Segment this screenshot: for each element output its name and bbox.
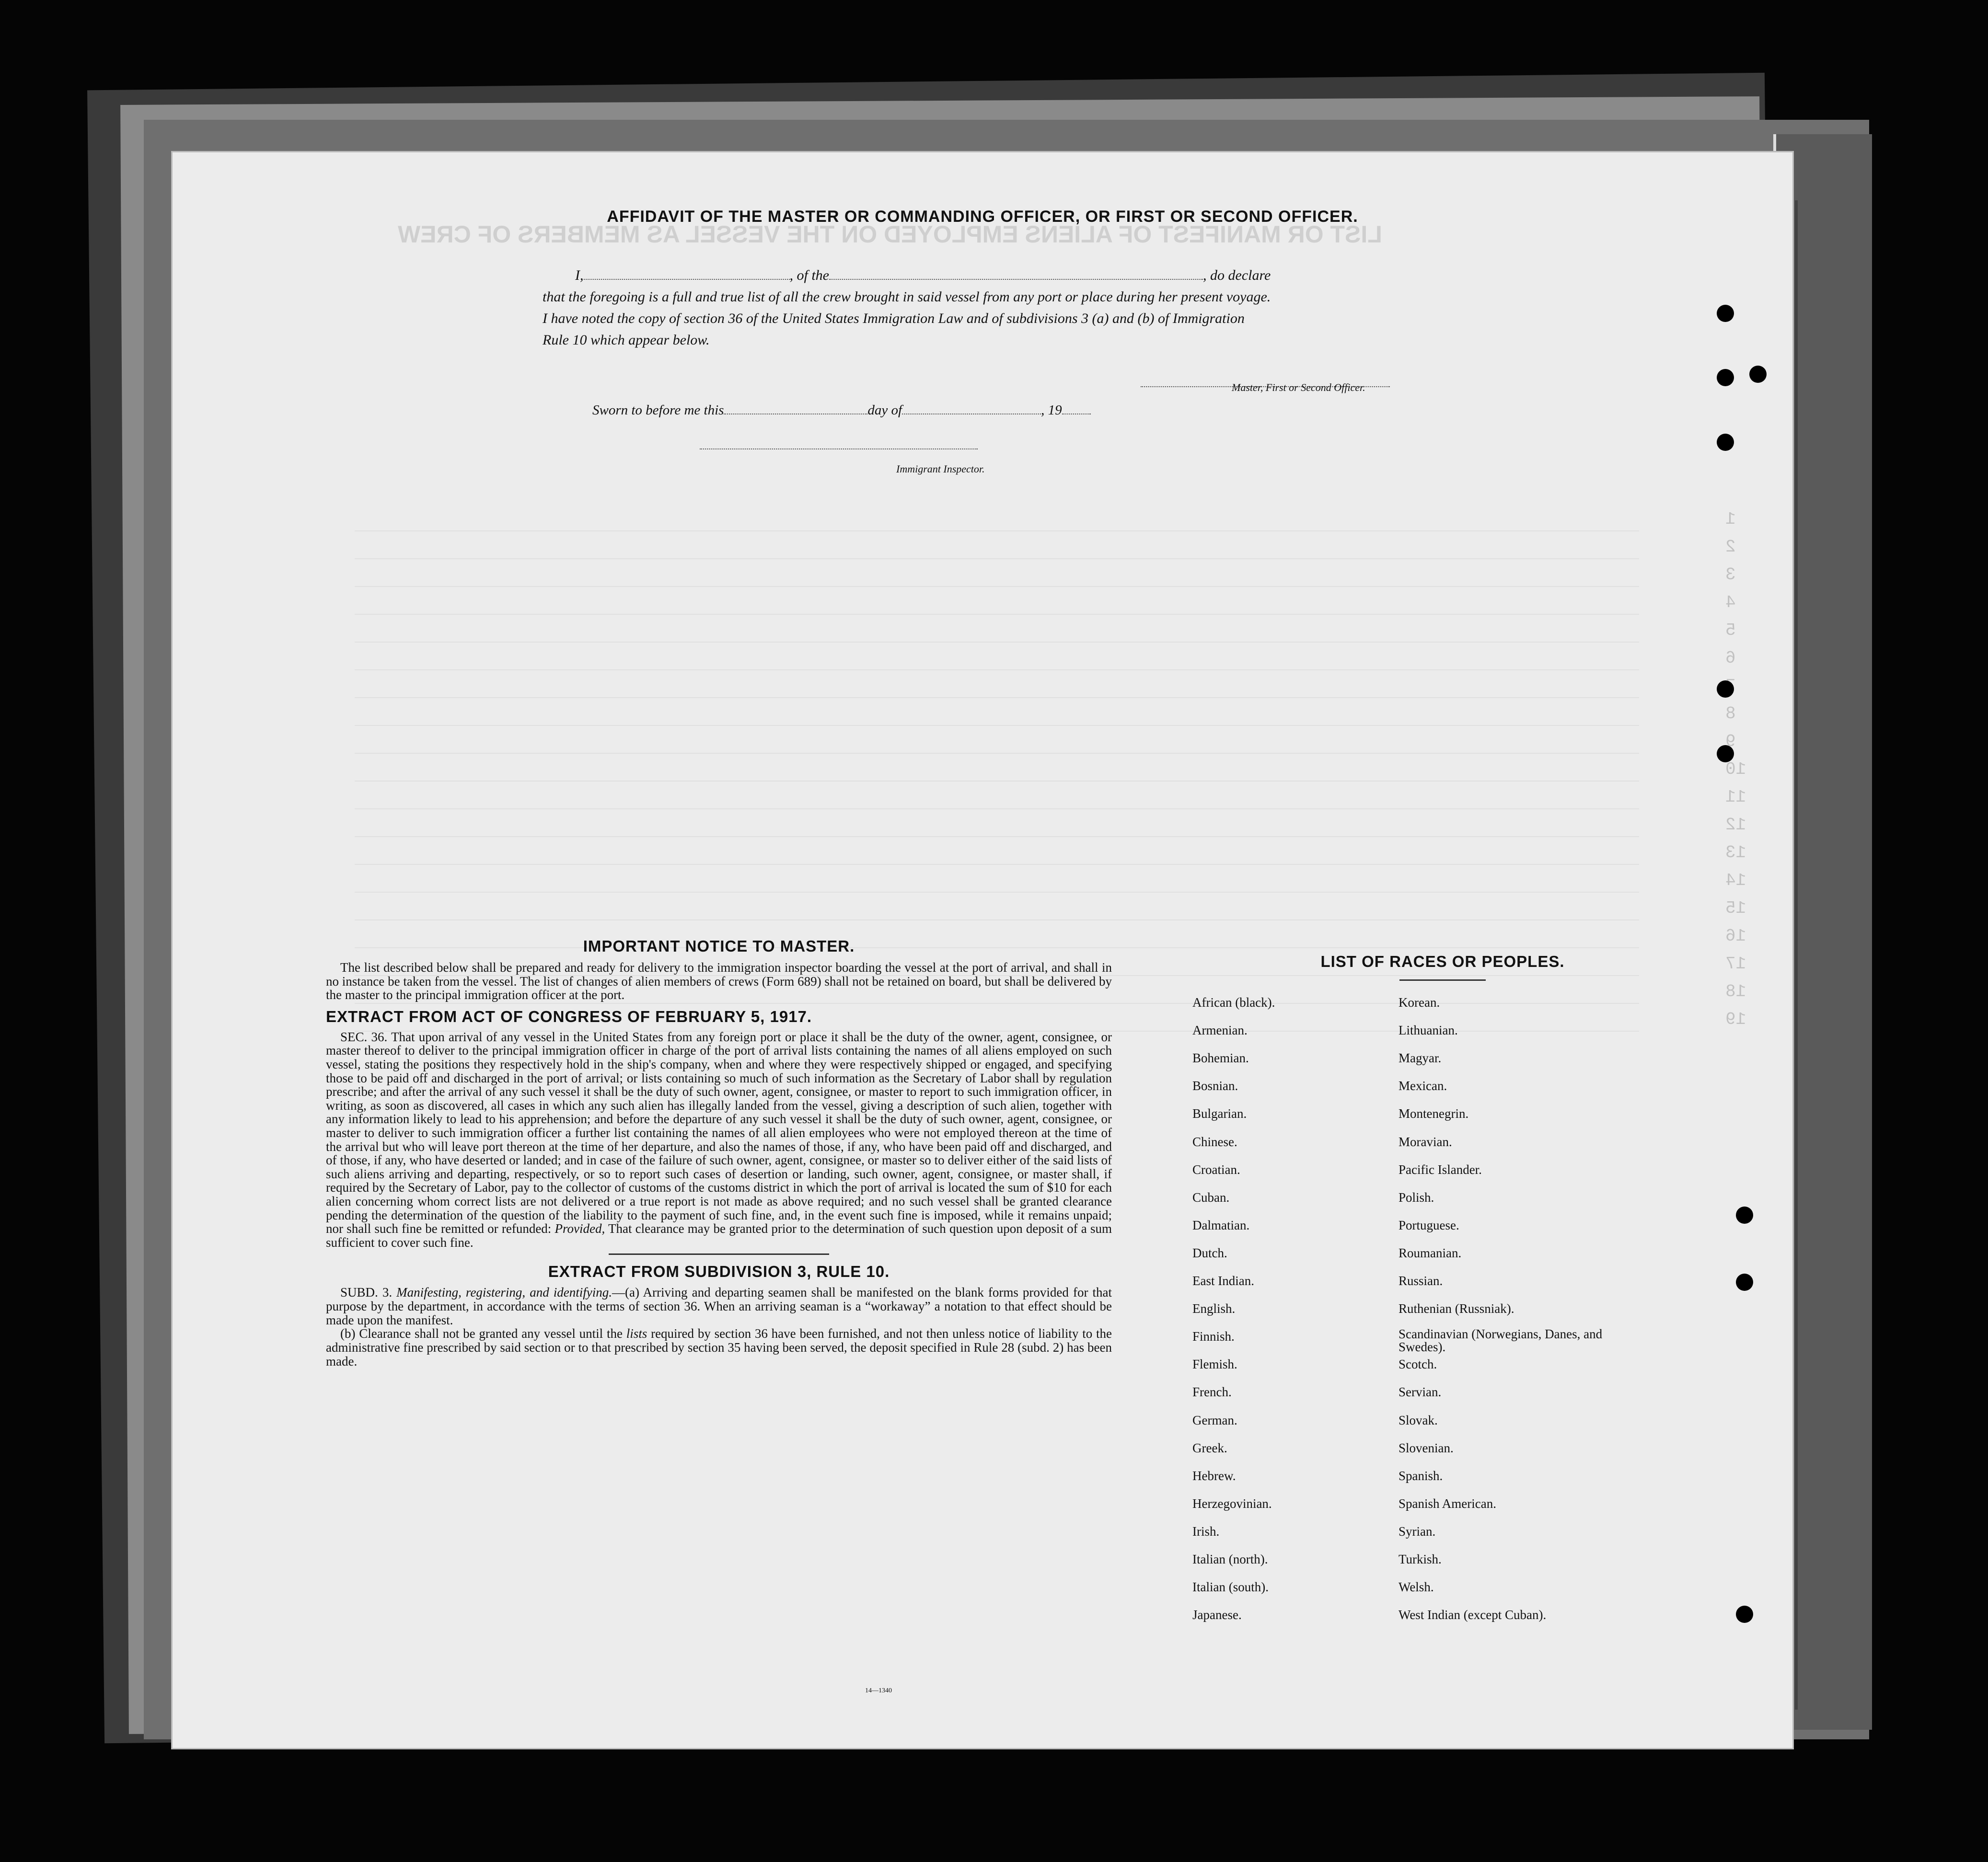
- race-item: Ruthenian (Russniak).: [1399, 1301, 1514, 1316]
- bleed-through-row: [355, 669, 1639, 670]
- bleed-through-row: [355, 808, 1639, 809]
- race-item: Italian (north).: [1192, 1552, 1268, 1566]
- bleed-through-row: [355, 697, 1639, 698]
- bleed-through-row: [355, 530, 1639, 531]
- bleed-through-row-number: 1: [1725, 509, 1736, 529]
- bleed-through-row: [355, 558, 1639, 559]
- race-item: Turkish.: [1399, 1552, 1442, 1566]
- divider-rule: [609, 1253, 829, 1255]
- bleed-through-row-number: 17: [1725, 954, 1746, 974]
- race-item: English.: [1192, 1301, 1236, 1316]
- binder-hole: [1736, 1274, 1753, 1291]
- race-item: African (black).: [1192, 995, 1275, 1010]
- bleed-through-row-number: 7: [1725, 676, 1736, 696]
- manifest-page: [173, 152, 1792, 1748]
- race-item: Flemish.: [1192, 1357, 1237, 1372]
- race-item: Greek.: [1192, 1440, 1227, 1455]
- bleed-through-row: [355, 864, 1639, 865]
- race-item: Magyar.: [1399, 1051, 1442, 1066]
- bleed-through-row-number: 18: [1725, 982, 1746, 1001]
- subdivision-a-text: SUBD. 3. Manifesting, registering, and identifying.—(a) Arriving and departing seamen shall be manifested on the blank forms provided for that purpose by the department, in accordance with the terms of section 36. When an arriving seaman is a “workaway” a notation to that effect should be made upon the manifest.: [326, 1285, 1112, 1327]
- binder-hole: [1736, 1606, 1753, 1623]
- bleed-through-row: [355, 781, 1639, 782]
- race-item: Scandinavian (Norwegians, Danes, and Swedes).: [1399, 1327, 1603, 1355]
- form-number: 14—1340: [865, 1687, 892, 1694]
- race-item: Montenegrin.: [1399, 1106, 1469, 1121]
- affidavit-title: AFFIDAVIT OF THE MASTER OR COMMANDING OFFICER, OR FIRST OR SECOND OFFICER.: [607, 207, 1358, 226]
- race-item: Polish.: [1399, 1190, 1434, 1205]
- bleed-through-row-number: 8: [1725, 704, 1736, 724]
- bleed-through-title: LIST OR MANIFEST OF ALIENS EMPLOYED ON THE VESSEL AS MEMBERS OF CREW: [398, 221, 1382, 248]
- race-item: Pacific Islander.: [1399, 1162, 1482, 1177]
- extract-rule-heading: EXTRACT FROM SUBDIVISION 3, RULE 10.: [548, 1262, 890, 1280]
- race-item: Finnish.: [1192, 1329, 1235, 1344]
- race-item: Lithuanian.: [1399, 1023, 1458, 1038]
- race-item: Italian (south).: [1192, 1580, 1269, 1595]
- race-item: German.: [1192, 1413, 1237, 1427]
- bleed-through-row: [355, 892, 1639, 893]
- bleed-through-row: [355, 753, 1639, 754]
- binder-hole: [1749, 366, 1767, 383]
- race-item: Slovenian.: [1399, 1440, 1454, 1455]
- master-signature-label: Master, First or Second Officer.: [1232, 381, 1365, 393]
- race-item: Herzegovinian.: [1192, 1496, 1272, 1511]
- bleed-through-row: [355, 642, 1639, 643]
- race-item: Slovak.: [1399, 1413, 1438, 1427]
- race-item: Moravian.: [1399, 1134, 1452, 1149]
- bleed-through-row-number: 19: [1725, 1010, 1746, 1029]
- bleed-through-row: [355, 947, 1639, 948]
- bleed-through-row: [355, 1003, 1639, 1004]
- race-item: Bohemian.: [1192, 1051, 1249, 1066]
- race-item: Welsh.: [1399, 1580, 1434, 1595]
- bleed-through-row-number: 15: [1725, 898, 1746, 918]
- bleed-through-row-number: 13: [1725, 843, 1746, 862]
- race-item: Russian.: [1399, 1274, 1443, 1288]
- extract-act-heading: EXTRACT FROM ACT OF CONGRESS OF FEBRUARY 5, 1917.: [326, 1007, 812, 1025]
- race-item: Roumanian.: [1399, 1245, 1462, 1260]
- race-item: Portuguese.: [1399, 1218, 1459, 1232]
- bleed-through-row: [355, 725, 1639, 726]
- affidavit-line-2: that the foregoing is a full and true list of all the crew brought in said vessel from any port or place during her present voyage.: [543, 289, 1271, 305]
- race-item: Japanese.: [1192, 1608, 1242, 1622]
- race-item: Chinese.: [1192, 1134, 1237, 1149]
- bleed-through-row: [355, 586, 1639, 587]
- bleed-through-row-number: 12: [1725, 815, 1746, 835]
- race-item: Syrian.: [1399, 1524, 1436, 1539]
- race-item: Hebrew.: [1192, 1468, 1236, 1483]
- race-item: Korean.: [1399, 995, 1440, 1010]
- binder-hole: [1717, 305, 1734, 322]
- race-item: Bulgarian.: [1192, 1106, 1247, 1121]
- race-item: Spanish.: [1399, 1468, 1443, 1483]
- bleed-through-row-number: 16: [1725, 926, 1746, 946]
- notice-body: The list described below shall be prepared and ready for delivery to the immigration inspector boarding the vessel at the port of arrival, and shall in no instance be taken from the vessel. The list of changes of alien members of crews (Form 689) shall not be retained on board, but shall be delivered by the master to the principal immigration officer at the port.: [326, 960, 1112, 1002]
- page-fold-line: [1795, 200, 1798, 1710]
- notice-heading: IMPORTANT NOTICE TO MASTER.: [583, 937, 855, 955]
- race-item: Spanish American.: [1399, 1496, 1496, 1511]
- divider-rule: [1399, 979, 1486, 981]
- bleed-through-row: [355, 1031, 1639, 1032]
- binder-hole: [1736, 1207, 1753, 1224]
- race-item: East Indian.: [1192, 1274, 1254, 1288]
- bleed-through-row-number: 9: [1725, 732, 1736, 751]
- race-item: Armenian.: [1192, 1023, 1248, 1038]
- binder-hole: [1717, 434, 1734, 451]
- races-heading: LIST OF RACES OR PEOPLES.: [1320, 953, 1565, 970]
- race-item: Scotch.: [1399, 1357, 1437, 1372]
- subdivision-b-text: (b) Clearance shall not be granted any vessel until the lists required by section 36 have been furnished, and not then unless notice of liability to the administrative fine prescribed by said section or to that prescribed by section 35 having been served, the deposit specified in Rule 28 (subd. 2) has been made.: [326, 1326, 1112, 1368]
- bleed-through-row: [355, 836, 1639, 837]
- bleed-through-row-number: 14: [1725, 871, 1746, 890]
- inspector-signature-line: [700, 440, 978, 452]
- bleed-through-row-number: 2: [1725, 537, 1736, 557]
- bleed-through-row-number: 10: [1725, 759, 1746, 779]
- affidavit-line-3: I have noted the copy of section 36 of the United States Immigration Law and of subdivisions 3 (a) and (b) of Immigration: [543, 310, 1245, 326]
- sworn-line: Sworn to before me this day of , 19: [592, 402, 1091, 418]
- race-item: Mexican.: [1399, 1079, 1447, 1093]
- race-item: Cuban.: [1192, 1190, 1230, 1205]
- binder-hole: [1717, 369, 1734, 386]
- race-item: West Indian (except Cuban).: [1399, 1608, 1547, 1622]
- race-item: French.: [1192, 1385, 1232, 1400]
- bleed-through-row: [355, 975, 1639, 976]
- bleed-through-row-number: 4: [1725, 593, 1736, 612]
- race-item: Dalmatian.: [1192, 1218, 1250, 1232]
- affidavit-line-1: I, , of the , do declare: [575, 267, 1271, 283]
- section-36-text: SEC. 36. That upon arrival of any vessel in the United States from any foreign port or place it shall be the duty of the owner, agent, consignee, or master thereof to deliver to the principal immigration officer in charge of the port of arrival lists containing the names of all aliens employed on such vessel, stating the positions they respectively hold in the ship's company, when and where they were respectively shipped or engaged, and specifying those to be paid off and discharged in the port of arrival; or lists containing so much of such information as the Secretary of Labor shall by regulation prescribe; and after the arrival of any such vessel it shall be the duty of such owner, agent, consignee, or master to report to such immigration officer, in writing, as soon as discovered, all cases in which any such alien has illegally landed from the vessel, giving a description of such alien, together with any information likely to lead to his apprehension; and before the departure of any such vessel it shall be the duty of such owner, agent, consignee, or master to deliver to such immigration officer a further list containing the names of all alien employees who were not employed thereon at the time of the arrival but who will leave port thereon at the time of her departure, and also the names of those, if any, who have been paid off and discharged, and of those, if any, who have deserted or landed; and in case of the failure of such owner, agent, consignee, or master so to deliver either of the said lists of such aliens arriving and departing, respectively, or so to report such cases of desertion or landing, such owner, agent, consignee, or master shall, if required by the Secretary of Labor, pay to the collector of customs of the customs district in which the port of arrival is located the sum of $10 for each alien concerning whom correct lists are not delivered or a true report is not made as above required; and no such vessel shall be granted clearance pending the determination of the question of the liability to the payment of such fine, and, in the event such fine is imposed, while it remains unpaid; nor shall such fine be remitted or refunded: Provided, That clearance may be granted prior to the determination of such question upon deposit of a sum sufficient to cover such fine.: [326, 1029, 1112, 1250]
- race-item: Irish.: [1192, 1524, 1220, 1539]
- bleed-through-row: [355, 614, 1639, 615]
- affidavit-line-4: Rule 10 which appear below.: [543, 332, 710, 348]
- bleed-through-row-number: 6: [1725, 648, 1736, 668]
- bleed-through-row-number: 5: [1725, 621, 1736, 640]
- race-item: Croatian.: [1192, 1162, 1240, 1177]
- inspector-signature-label: Immigrant Inspector.: [896, 463, 985, 475]
- bleed-through-row-number: 3: [1725, 565, 1736, 585]
- race-item: Dutch.: [1192, 1245, 1227, 1260]
- race-item: Bosnian.: [1192, 1079, 1238, 1093]
- bleed-through-row-number: 11: [1725, 787, 1746, 807]
- race-item: Servian.: [1399, 1385, 1442, 1400]
